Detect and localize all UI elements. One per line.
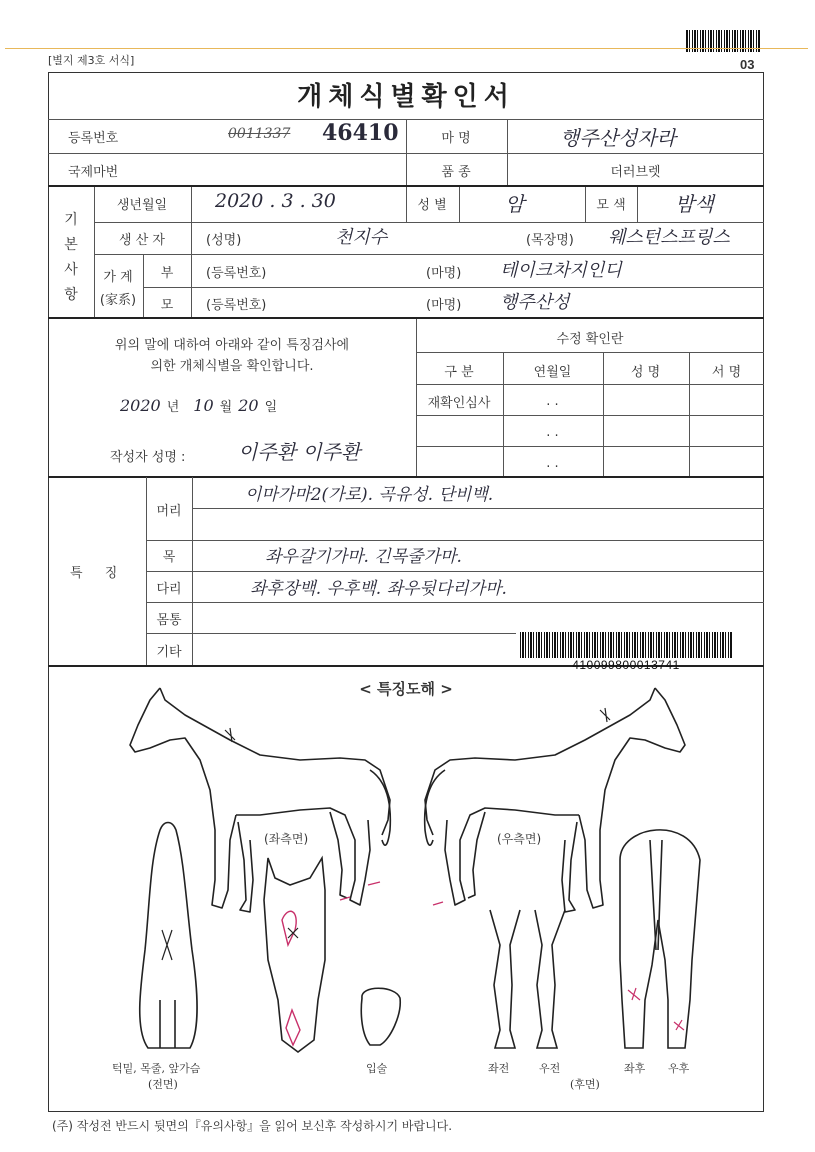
feature-legs-field[interactable]: 좌후장백. 우후백. 좌우뒷다리가마. xyxy=(250,579,507,599)
right-side-label: (우측면) xyxy=(497,832,542,846)
month-unit: 월 xyxy=(219,400,233,415)
coat-color-field[interactable]: 밤색 xyxy=(675,192,714,216)
features-section-label: 특 징 xyxy=(70,566,118,581)
revision-row-type: 재확인심사 xyxy=(427,396,491,411)
feature-label-body: 몸통 xyxy=(156,613,182,628)
intl-no-label: 국제마번 xyxy=(68,165,119,180)
farm-label: (목장명) xyxy=(526,233,574,248)
revision-row-date[interactable]: . . xyxy=(546,394,559,409)
breeder-name-label: (성명) xyxy=(206,233,242,248)
breeder-name-field[interactable]: 천지수 xyxy=(335,227,388,248)
page-title: 개체식별확인서 xyxy=(297,82,515,112)
dam-name-label: (마명) xyxy=(426,298,462,313)
revision-col-sign: 서 명 xyxy=(711,365,742,380)
statement-line-1: 위의 말에 대하여 아래와 같이 특징검사에 xyxy=(114,338,350,353)
dam-name-field[interactable]: 행주산성 xyxy=(500,292,570,313)
dam-reg-label: (등록번호) xyxy=(206,298,267,313)
reg-no-field[interactable]: 46410 xyxy=(322,120,399,146)
basic-info-section-label: 기본사항 xyxy=(64,212,78,303)
breed-field[interactable]: 더러브렛 xyxy=(610,165,661,180)
muzzle-caption: 입술 xyxy=(366,1062,388,1075)
year-unit: 년 xyxy=(166,400,180,415)
reg-no-label: 등록번호 xyxy=(68,131,119,146)
feature-neck-field[interactable]: 좌우갈기가마. 긴목줄가마. xyxy=(265,547,462,567)
front-caption: 턱밑, 목줄, 앞가슴 xyxy=(112,1062,201,1075)
day-unit: 일 xyxy=(264,400,278,415)
left-side-label: (좌측면) xyxy=(264,832,309,846)
revision-col-date: 연월일 xyxy=(533,365,572,380)
dam-label: 모 xyxy=(160,298,174,313)
sire-reg-label: (등록번호) xyxy=(206,266,267,281)
form-label: [별지 제3호 서식] xyxy=(48,54,135,67)
date-month-field[interactable]: 10 xyxy=(193,396,214,415)
revision-title: 수정 확인란 xyxy=(556,332,624,347)
horse-name-field[interactable]: 행주산성자라 xyxy=(560,126,676,150)
writer-signature-field[interactable]: 이주환 이주환 xyxy=(238,440,361,464)
sire-label: 부 xyxy=(160,266,174,281)
rear-caption-left-front: 좌전 xyxy=(488,1062,510,1075)
date-year-field[interactable]: 2020 xyxy=(120,396,161,415)
front-view-label: (전면) xyxy=(148,1078,178,1091)
writer-label: 작성자 성명 : xyxy=(110,450,186,465)
reg-no-struck[interactable]: 0011337 xyxy=(228,126,291,142)
pedigree-sublabel: (家系) xyxy=(99,293,137,308)
farm-field[interactable]: 웨스턴스프링스 xyxy=(608,227,730,248)
pedigree-label: 가 계 xyxy=(103,270,133,285)
sire-name-label: (마명) xyxy=(426,266,462,281)
revision-row-date[interactable]: . . xyxy=(546,456,559,471)
feature-label-head: 머리 xyxy=(156,504,182,519)
revision-row-date[interactable]: . . xyxy=(546,425,559,440)
rear-caption-right-front: 우전 xyxy=(539,1062,561,1075)
statement-line-2: 의한 개체식별을 확인합니다. xyxy=(150,359,314,374)
feature-label-other: 기타 xyxy=(156,645,182,660)
feature-head-field[interactable]: 이마가마2(가로). 곡유성. 단비백. xyxy=(245,485,494,505)
breeder-label: 생 산 자 xyxy=(119,233,165,248)
coat-color-label: 모 색 xyxy=(596,198,626,213)
rear-caption-right-hind: 우후 xyxy=(668,1062,690,1075)
rear-caption-left-hind: 좌후 xyxy=(624,1062,646,1075)
revision-col-type: 구 분 xyxy=(444,365,474,380)
diagram-title: < 특징도해 > xyxy=(359,680,453,698)
footer-note: (주) 작성전 반드시 뒷면의『유의사항』을 읽어 보신후 작성하시기 바랍니다. xyxy=(52,1119,453,1133)
date-day-field[interactable]: 20 xyxy=(238,396,259,415)
page-number: 03 xyxy=(740,57,755,72)
revision-col-name: 성 명 xyxy=(630,365,661,380)
breed-label: 품 종 xyxy=(441,165,471,180)
rear-view-label: (후면) xyxy=(570,1078,600,1091)
sex-field[interactable]: 암 xyxy=(505,192,525,216)
birth-label: 생년월일 xyxy=(116,198,168,213)
feature-label-legs: 다리 xyxy=(156,582,182,597)
horse-name-label: 마 명 xyxy=(441,131,471,146)
feature-label-neck: 목 xyxy=(162,550,176,565)
record-barcode-number: 410099800013741 xyxy=(572,658,680,672)
sex-label: 성 별 xyxy=(417,198,447,213)
birth-field[interactable]: 2020 . 3 . 30 xyxy=(215,190,336,212)
sire-name-field[interactable]: 테이크차지인디 xyxy=(500,260,622,281)
